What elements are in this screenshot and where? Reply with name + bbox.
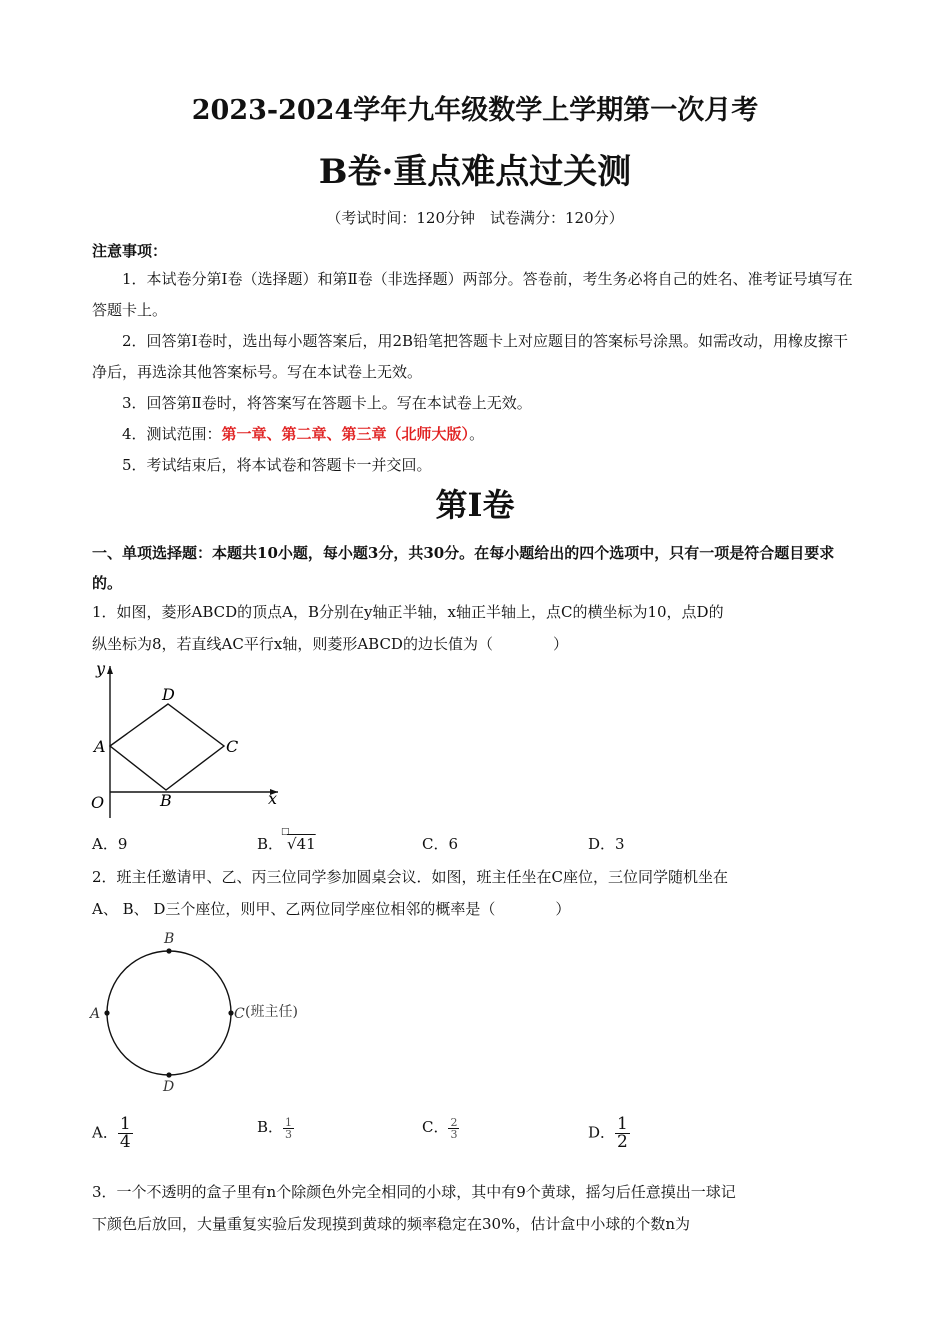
label-x: x [268, 789, 278, 808]
exam-title: 2023-2024学年九年级数学上学期第一次月考 [191, 95, 759, 126]
question-1-line-2: 纵坐标为8，若直线AC平行x轴，则菱形ABCD的边长值为（ ） [92, 635, 568, 653]
question-3-line-2: 下颜色后放回，大量重复实验后发现摸到黄球的频率稳定在30%，估计盒中小球的个数n为 [92, 1215, 691, 1233]
seat-a-dot [104, 1010, 109, 1015]
notes-heading: 注意事项： [92, 242, 168, 260]
q2-option-c-label: C． [422, 1118, 449, 1136]
y-axis-arrow [107, 666, 113, 674]
question-2-line-1: 2．班主任邀请甲、乙、丙三位同学参加圆桌会议．如图，班主任坐在C座位，三位同学随机坐在 [92, 868, 729, 886]
question-1-line-1: 1．如图，菱形ABCD的顶点A，B分别在y轴正半轴，x轴正半轴上，点C的横坐标为10，点D的 [92, 603, 724, 621]
note-item-4-prefix: 4．测试范围： [122, 425, 222, 443]
seat-b-dot [166, 948, 171, 953]
question-1-figure [88, 658, 288, 828]
section-1-heading: 一、单项选择题：本题共10小题，每小题3分，共30分。在每小题给出的四个选项中，只有一项是符合题目要求的。 [92, 544, 835, 592]
question-1 [92, 596, 862, 660]
numerator: 1 [285, 1115, 293, 1129]
note-item-1: 1．本试卷分第Ⅰ卷（选择题）和第Ⅱ卷（非选择题）两部分。答卷前，考生务必将自己的姓名、准考证号填写在答题卡上。 [92, 270, 853, 319]
q2-option-d-fraction [615, 1116, 630, 1151]
question-2-options [92, 1116, 862, 1164]
q1-option-c[interactable]: C．6 [422, 835, 459, 853]
question-2-line-2: A、 B、 D三个座位，则甲、乙两位同学座位相邻的概率是（ ） [92, 900, 571, 918]
q1-option-b[interactable] [257, 827, 316, 854]
q1-option-b-value [281, 827, 316, 853]
note-item-2: 2．回答第Ⅰ卷时，选出每小题答案后，用2B铅笔把答题卡上对应题目的答案标号涂黑。如需改动，用橡皮擦干净后，再选涂其他答案标号。写在本试卷上无效。 [92, 332, 849, 381]
q1-option-a[interactable]: A．9 [92, 835, 128, 853]
radical-expression: √41 [287, 835, 316, 853]
label-d: D [162, 685, 175, 704]
rhombus-abcd [110, 704, 224, 790]
exam-subtitle: B卷·重点难点过关测 [318, 152, 632, 192]
q2-option-b[interactable] [257, 1116, 294, 1140]
note-item-4-suffix: 。 [469, 425, 485, 443]
volume-title: 第Ⅰ卷 [435, 486, 515, 524]
q2-option-b-fraction [283, 1117, 294, 1140]
note-item-4 [92, 419, 860, 450]
seat-c-dot [228, 1010, 233, 1015]
note-item-4-scope: 第一章、第二章、第三章（北师大版） [221, 425, 470, 443]
q2-option-a-fraction [118, 1116, 133, 1151]
seat-a-label: A [90, 1006, 101, 1022]
denominator: 2 [617, 1132, 628, 1152]
notes-list [92, 264, 860, 481]
denominator: 3 [285, 1127, 293, 1141]
seat-c-label: C [234, 1006, 245, 1022]
question-1-options [92, 827, 862, 857]
question-3-line-1: 3．一个不透明的盒子里有n个除颜色外完全相同的小球，其中有9个黄球，摇匀后任意摸出一球记 [92, 1183, 736, 1201]
note-item-3: 3．回答第Ⅱ卷时，将答案写在答题卡上。写在本试卷上无效。 [122, 394, 532, 412]
seat-b-label: B [164, 931, 175, 947]
label-y: y [96, 659, 106, 678]
q2-option-c-fraction [448, 1117, 459, 1140]
q2-option-d-label: D． [588, 1123, 616, 1142]
radical-index: □ [281, 827, 290, 837]
q2-option-a[interactable] [92, 1116, 133, 1151]
round-table [107, 951, 231, 1075]
teacher-label: (班主任) [245, 1004, 298, 1020]
label-a: A [94, 737, 106, 756]
label-c: C [226, 737, 239, 756]
note-item-5: 5．考试结束后，将本试卷和答题卡一并交回。 [122, 456, 432, 474]
numerator: 2 [450, 1115, 458, 1129]
label-o: O [91, 793, 105, 812]
q2-option-b-label: B． [257, 1118, 284, 1136]
seat-d-dot [166, 1072, 171, 1077]
q2-option-c[interactable] [422, 1116, 459, 1140]
q1-option-d[interactable]: D．3 [588, 835, 625, 853]
numerator: 1 [617, 1114, 628, 1134]
question-2-figure [88, 928, 328, 1098]
label-b: B [160, 791, 172, 810]
q2-option-a-label: A． [92, 1123, 118, 1142]
q2-option-d[interactable] [588, 1116, 630, 1151]
seat-d-label: D [163, 1079, 175, 1095]
denominator: 3 [450, 1127, 458, 1141]
q1-option-b-label: B． [257, 835, 284, 853]
exam-info: （考试时间：120分钟 试卷满分：120分） [326, 209, 624, 227]
question-2 [92, 861, 862, 925]
question-3 [92, 1176, 862, 1240]
denominator: 4 [119, 1132, 131, 1152]
numerator: 1 [119, 1114, 131, 1134]
